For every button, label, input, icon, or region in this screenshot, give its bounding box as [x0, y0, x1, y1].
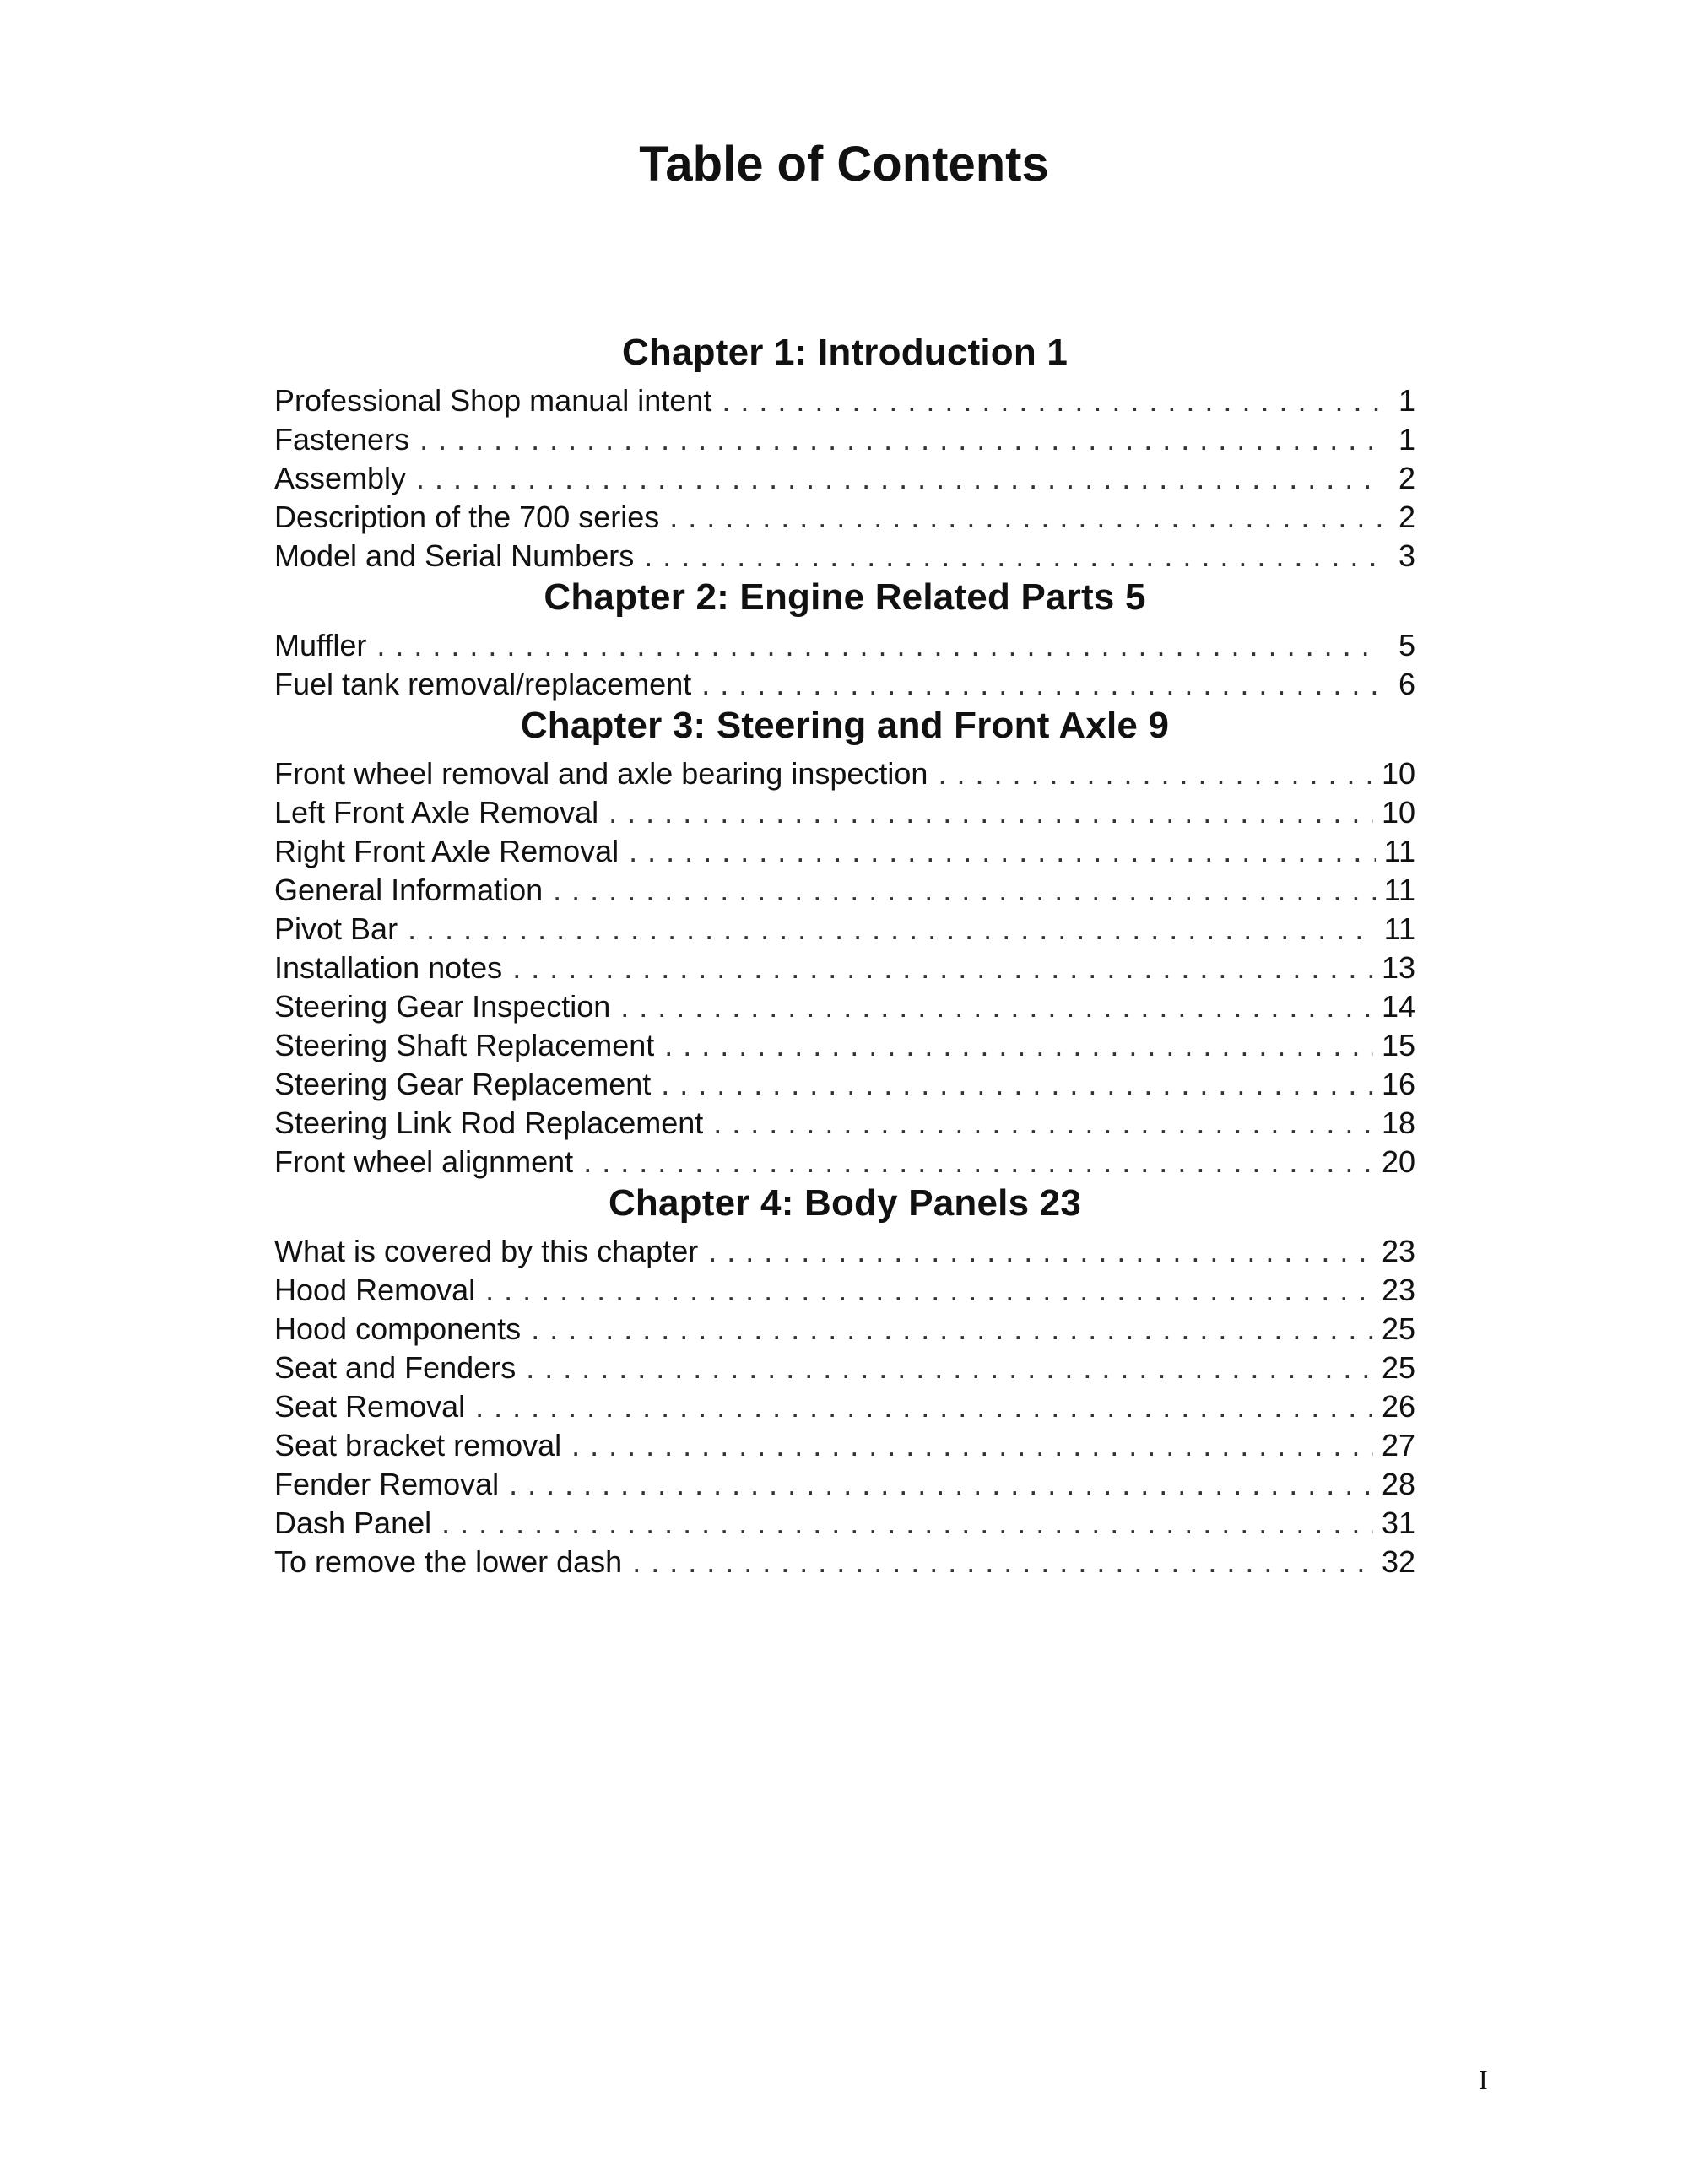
toc-entry-label: Hood components: [274, 1311, 522, 1346]
toc-entry-page: 10: [1381, 795, 1415, 830]
dot-leader: [713, 1104, 1373, 1143]
dot-leader: [509, 1465, 1373, 1504]
toc-entry[interactable]: [274, 987, 1415, 1026]
toc-entry-list: [274, 381, 1415, 576]
dot-leader: [701, 665, 1382, 704]
toc-entry[interactable]: [274, 498, 1415, 537]
dot-leader: [661, 1065, 1373, 1104]
toc-entry[interactable]: [274, 1426, 1415, 1465]
toc-entry[interactable]: [274, 871, 1415, 910]
toc-entry-page: 2: [1398, 461, 1415, 495]
dot-leader: [475, 1387, 1373, 1426]
toc-entry-page: 11: [1383, 834, 1415, 868]
toc-entry-page: 16: [1381, 1067, 1415, 1101]
dot-leader: [664, 1026, 1373, 1065]
toc-entry-label: Dash Panel: [274, 1506, 432, 1540]
toc-entry[interactable]: [274, 1465, 1415, 1504]
toc-entry[interactable]: [274, 754, 1415, 793]
toc-entry-page: 20: [1381, 1144, 1415, 1179]
toc-entry[interactable]: [274, 1387, 1415, 1426]
toc-entry-label: What is covered by this chapter: [274, 1234, 699, 1268]
chapter-heading[interactable]: Chapter 1: Introduction 1: [621, 332, 1069, 373]
dot-leader: [632, 1543, 1373, 1581]
toc-entry-page: 31: [1381, 1506, 1415, 1540]
dot-leader: [583, 1143, 1373, 1181]
toc-entry[interactable]: [274, 1310, 1415, 1349]
toc-entry-label: Steering Gear Replacement: [274, 1067, 652, 1101]
toc-entry-page: 23: [1381, 1273, 1415, 1307]
toc-entry[interactable]: [274, 1065, 1415, 1104]
toc-entry-label: Left Front Axle Removal: [274, 795, 599, 830]
toc-entry[interactable]: [274, 459, 1415, 498]
toc-entry[interactable]: [274, 832, 1415, 871]
toc-entry-page: 1: [1398, 422, 1415, 457]
toc-entry-label: Steering Gear Inspection: [274, 989, 611, 1024]
dot-leader: [416, 459, 1382, 498]
toc-entry-label: Seat and Fenders: [274, 1350, 517, 1385]
toc-entry[interactable]: [274, 537, 1415, 576]
toc-entry[interactable]: [274, 949, 1415, 987]
toc-entry-label: Description of the 700 series: [274, 500, 660, 534]
toc-entry-page: 1: [1398, 383, 1415, 418]
toc-entry-label: Fasteners: [274, 422, 410, 457]
toc-entry[interactable]: [274, 1271, 1415, 1310]
toc-entry-label: Assembly: [274, 461, 407, 495]
page-title: Table of Contents: [639, 137, 1049, 192]
toc-entry-page: 32: [1381, 1544, 1415, 1579]
toc-entry-label: Fender Removal: [274, 1467, 500, 1501]
dot-leader: [512, 949, 1373, 987]
toc-entry-label: Pivot Bar: [274, 911, 398, 946]
dot-leader: [609, 793, 1373, 832]
dot-leader: [441, 1504, 1373, 1543]
toc-entry[interactable]: [274, 910, 1415, 949]
toc-entry-page: 10: [1381, 756, 1415, 791]
toc-entry-label: Hood Removal: [274, 1273, 476, 1307]
dot-leader: [644, 537, 1382, 576]
dot-leader: [419, 420, 1382, 459]
dot-leader: [629, 832, 1375, 871]
toc-entry-label: Steering Shaft Replacement: [274, 1028, 655, 1062]
dot-leader: [708, 1232, 1373, 1271]
chapter-heading[interactable]: Chapter 2: Engine Related Parts 5: [544, 576, 1146, 618]
toc-entry-label: Professional Shop manual intent: [274, 383, 712, 418]
toc-entry-list: [274, 626, 1415, 704]
toc-entry-label: Seat Removal: [274, 1389, 466, 1424]
toc-entry[interactable]: [274, 1143, 1415, 1181]
dot-leader: [376, 626, 1382, 665]
chapter-section: [274, 576, 1415, 704]
toc-entry-label: Fuel tank removal/replacement: [274, 667, 692, 701]
toc-entry-label: Seat bracket removal: [274, 1428, 562, 1462]
dot-leader: [571, 1426, 1373, 1465]
chapter-section: [274, 704, 1415, 1181]
chapter-section: [274, 331, 1415, 576]
toc-entry-page: 27: [1381, 1428, 1415, 1462]
dot-leader: [553, 871, 1375, 910]
toc-entry[interactable]: [274, 420, 1415, 459]
toc-entry-label: Installation notes: [274, 950, 503, 985]
toc-entry-page: 26: [1381, 1389, 1415, 1424]
toc-entry-label: To remove the lower dash: [274, 1544, 623, 1579]
dot-leader: [526, 1349, 1373, 1387]
toc-entry-page: 14: [1381, 989, 1415, 1024]
toc-entry[interactable]: [274, 1232, 1415, 1271]
toc-entry[interactable]: [274, 1026, 1415, 1065]
toc-entry-page: 11: [1383, 911, 1415, 946]
dot-leader: [485, 1271, 1373, 1310]
toc-entry-list: [274, 1232, 1415, 1581]
toc-entry-label: Front wheel alignment: [274, 1144, 574, 1179]
toc-entry-label: Steering Link Rod Replacement: [274, 1106, 704, 1140]
toc-entry-page: 28: [1381, 1467, 1415, 1501]
toc-entry-page: 2: [1398, 500, 1415, 534]
toc-entry-page: 3: [1398, 538, 1415, 573]
dot-leader: [669, 498, 1382, 537]
toc-entry-label: Right Front Axle Removal: [274, 834, 619, 868]
table-of-contents: [274, 331, 1415, 1581]
toc-entry-list: [274, 754, 1415, 1181]
toc-entry-page: 23: [1381, 1234, 1415, 1268]
toc-entry[interactable]: [274, 665, 1415, 704]
toc-entry-page: 25: [1381, 1350, 1415, 1385]
toc-entry[interactable]: [274, 793, 1415, 832]
dot-leader: [722, 381, 1382, 420]
chapter-heading[interactable]: Chapter 3: Steering and Front Axle 9: [520, 705, 1170, 746]
toc-entry-page: 5: [1398, 628, 1415, 662]
dot-leader: [620, 987, 1373, 1026]
dot-leader: [408, 910, 1376, 949]
toc-entry-page: 18: [1381, 1106, 1415, 1140]
page-number: I: [1479, 2064, 1488, 2095]
toc-entry-page: 11: [1383, 873, 1415, 907]
dot-leader: [531, 1310, 1373, 1349]
toc-entry-page: 13: [1381, 950, 1415, 985]
toc-entry-page: 6: [1398, 667, 1415, 701]
toc-entry-label: Model and Serial Numbers: [274, 538, 635, 573]
toc-entry[interactable]: [274, 1504, 1415, 1543]
toc-entry[interactable]: [274, 1349, 1415, 1387]
toc-entry-page: 25: [1381, 1311, 1415, 1346]
dot-leader: [938, 754, 1373, 793]
toc-entry-label: Front wheel removal and axle bearing inspection: [274, 756, 928, 791]
toc-entry[interactable]: [274, 626, 1415, 665]
toc-entry-label: Muffler: [274, 628, 367, 662]
chapter-heading[interactable]: Chapter 4: Body Panels 23: [608, 1182, 1082, 1224]
chapter-section: [274, 1181, 1415, 1581]
toc-entry-page: 15: [1381, 1028, 1415, 1062]
toc-entry[interactable]: [274, 1104, 1415, 1143]
toc-entry[interactable]: [274, 1543, 1415, 1581]
toc-entry-label: General Information: [274, 873, 544, 907]
toc-entry[interactable]: [274, 381, 1415, 420]
